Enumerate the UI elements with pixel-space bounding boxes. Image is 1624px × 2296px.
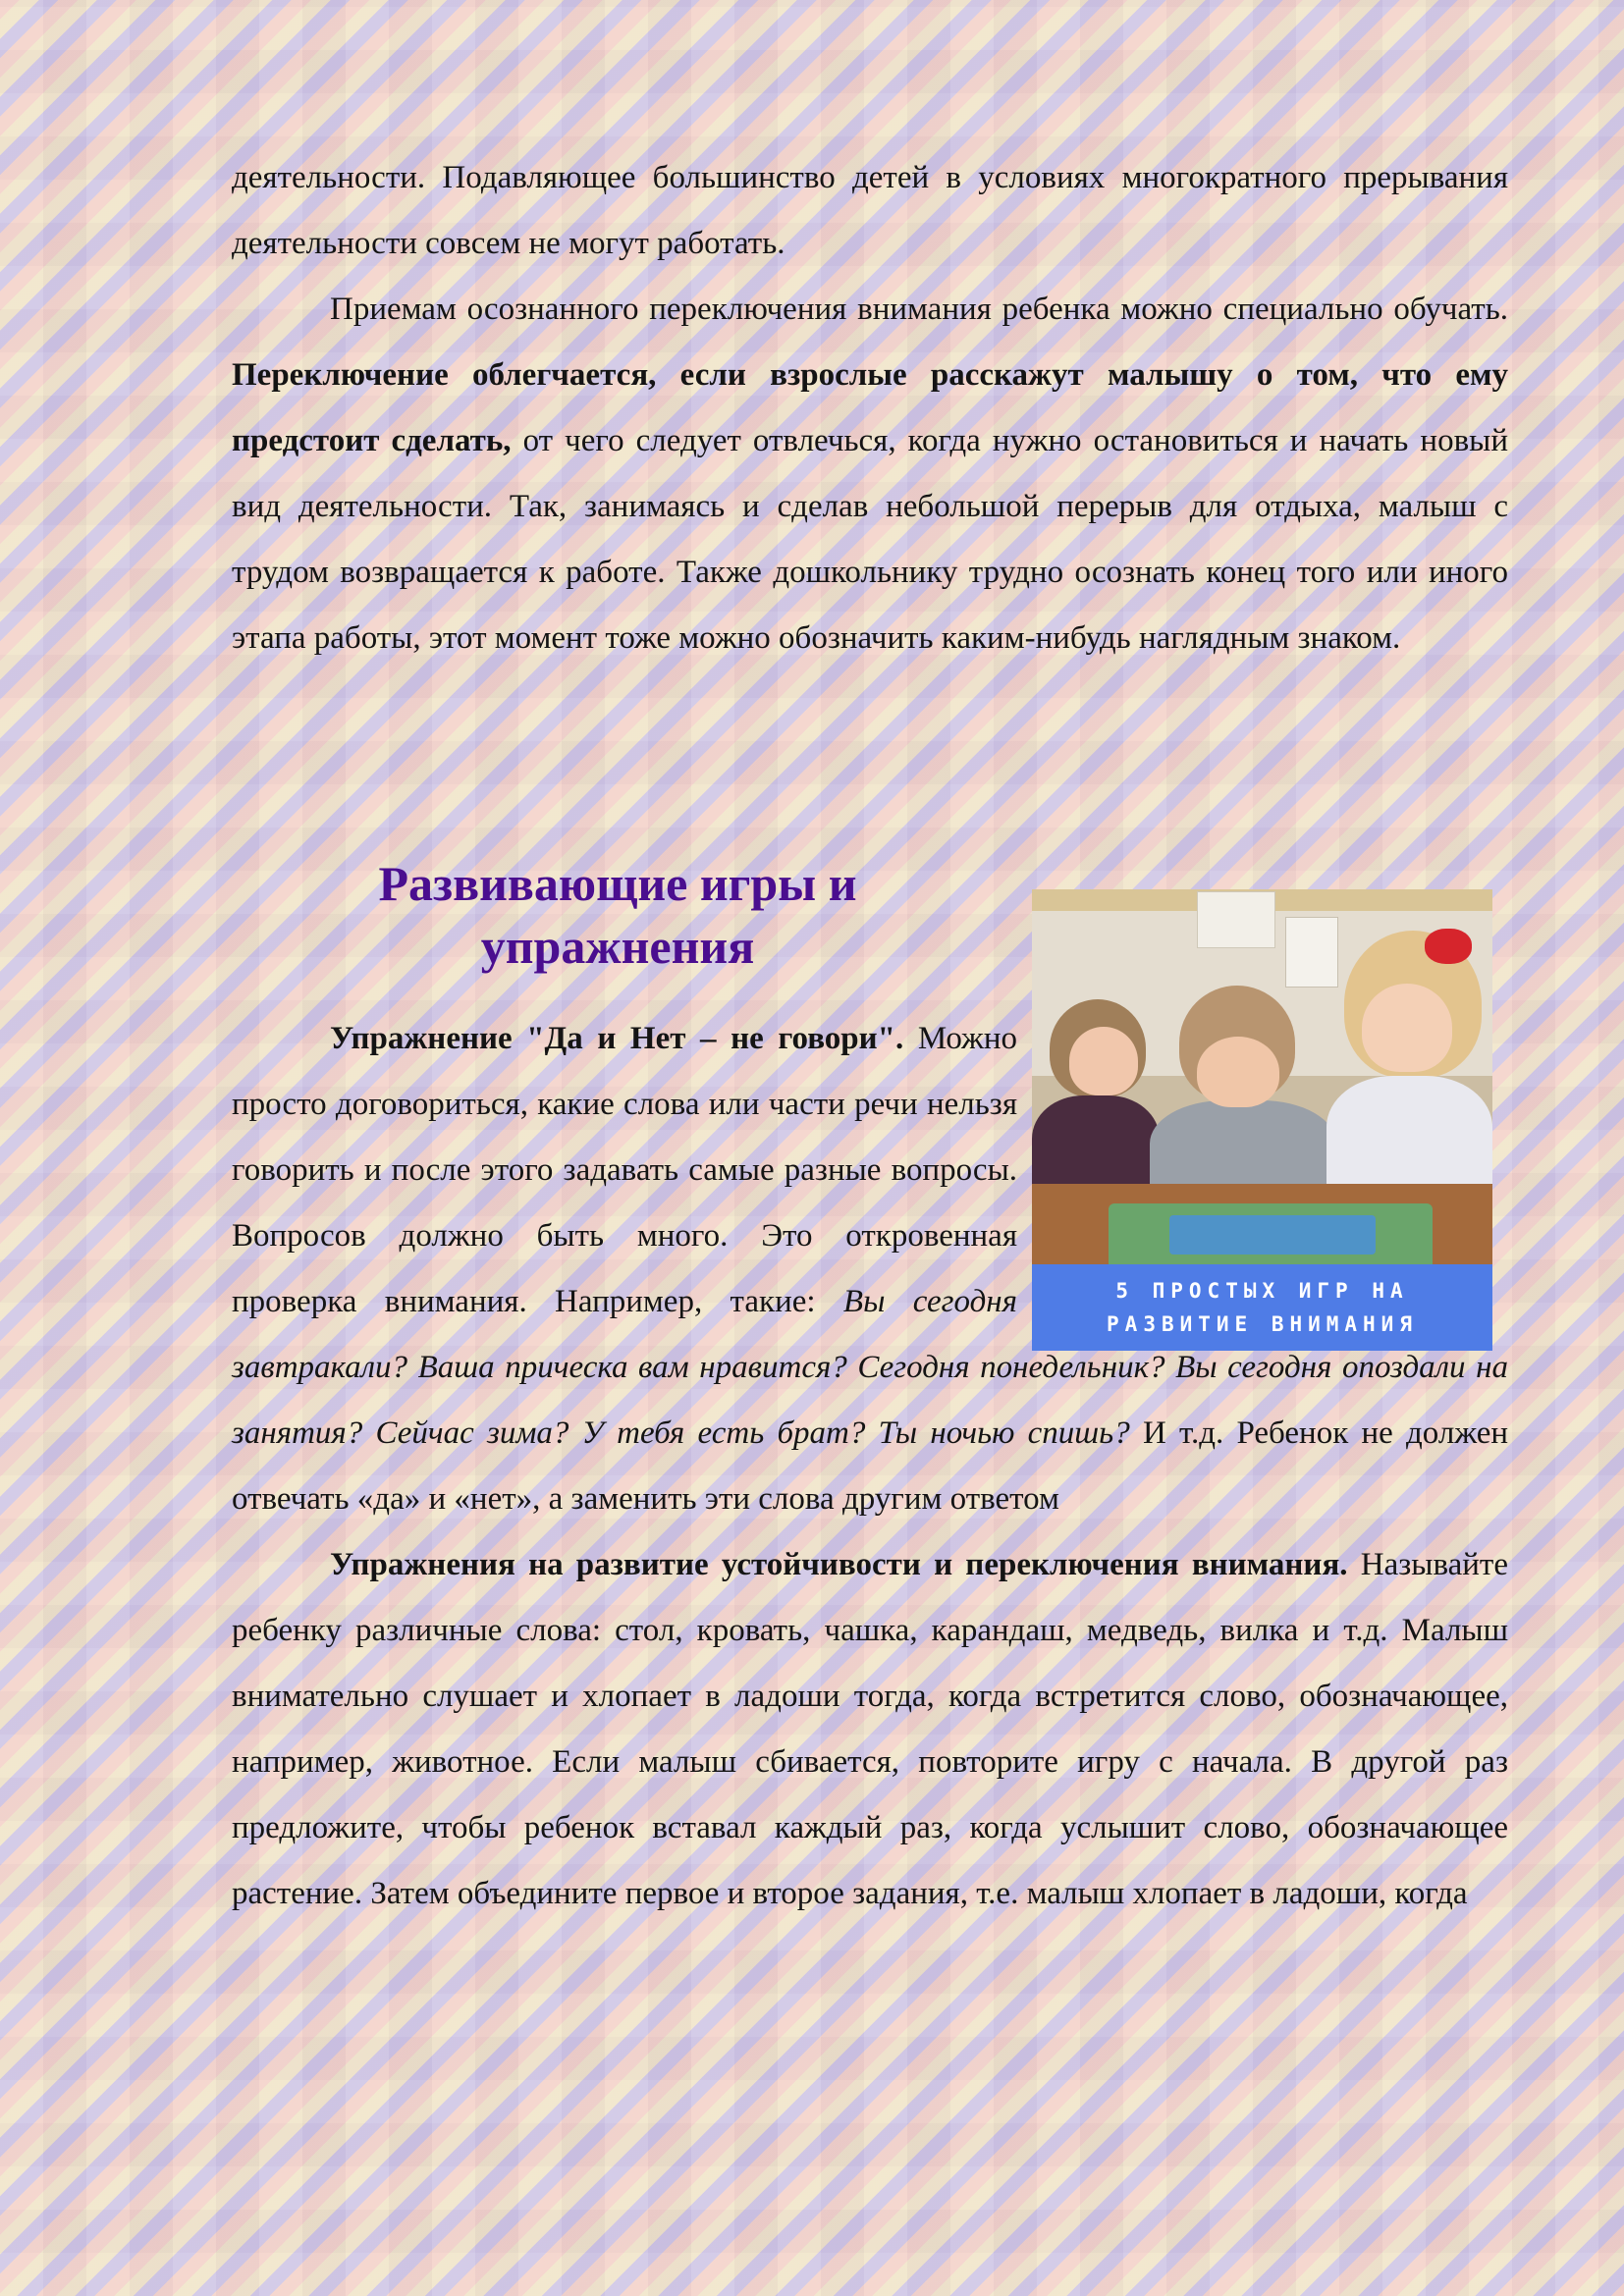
exercise-yes-no-questions: Вы сегодня завтракали? Ваша прическа вам нравится? Сегодня понедельник? Вы сегодня опоздали на занятия? Сейчас зима? У тебя есть брат? Ты ночью спишь?: [232, 1284, 1508, 1451]
paragraph-lead: Приемам осознанного переключения внимания ребенка можно специально обучать.: [330, 292, 1508, 327]
paragraph-rest: от чего следует отвлечься, когда нужно остановиться и начать новый вид деятельности. Так, занимаясь и сделав небольшой перерыв для отдыха, малыш с трудом возвращается к работе. Также дошкольнику трудно осознать конец того или иного этапа работы, этот момент тоже можно обозначить каким-нибудь наглядным знаком.: [232, 423, 1508, 656]
paragraph-attention-switching: [232, 277, 1508, 671]
exercise-yes-no-text: Можно просто договориться, какие слова или части речи нельзя говорить и после этого задавать самые разные вопросы. Вопросов должно быть много. Это откровенная проверка внимания. Например, такие:: [232, 1021, 1017, 1319]
exercise-yes-no-title: Упражнение "Да и Нет – не говори".: [330, 1021, 904, 1056]
exercise-stability-title: Упражнения на развитие устойчивости и переключения внимания.: [330, 1547, 1348, 1582]
paragraph-bold-emphasis: Переключение облегчается, если взрослые расскажут малышу о том, что ему предстоит сделать,: [232, 357, 1508, 458]
exercise-stability: [232, 1532, 1508, 1927]
photo-caption-line2: РАЗВИТИЕ ВНИМАНИЯ: [1107, 1312, 1418, 1336]
exercise-yes-no-rest: И т.д. Ребенок не должен отвечать «да» и «нет», а заменить эти слова другим ответом: [232, 1415, 1508, 1517]
paragraph-continuation: деятельности. Подавляющее большинство детей в условиях многократного прерывания деятельности совсем не могут работать.: [232, 160, 1508, 261]
section-title: [232, 852, 1003, 978]
exercise-block: [232, 1006, 1508, 1927]
page-body: [232, 145, 1508, 671]
section-title-line2: упражнения: [480, 919, 755, 974]
section-title-line1: Развивающие игры и: [378, 856, 857, 911]
exercise-stability-text: Называйте ребенку различные слова: стол, кровать, чашка, карандаш, медведь, вилка и т.д. Малыш внимательно слушает и хлопает в ладоши тогда, когда встретится слово, обозначающее, например, животное. Если малыш сбивается, повторите игру с начала. В другой раз предложите, чтобы ребенок вставал каждый раз, когда услышит слово, обозначающее растение. Затем объедините первое и второе задания, т.е. малыш хлопает в ладоши, когда: [232, 1547, 1508, 1911]
photo-caption-line1: 5 ПРОСТЫХ ИГР НА: [1115, 1279, 1409, 1303]
exercise-yes-no-intro: [232, 1006, 1508, 1532]
